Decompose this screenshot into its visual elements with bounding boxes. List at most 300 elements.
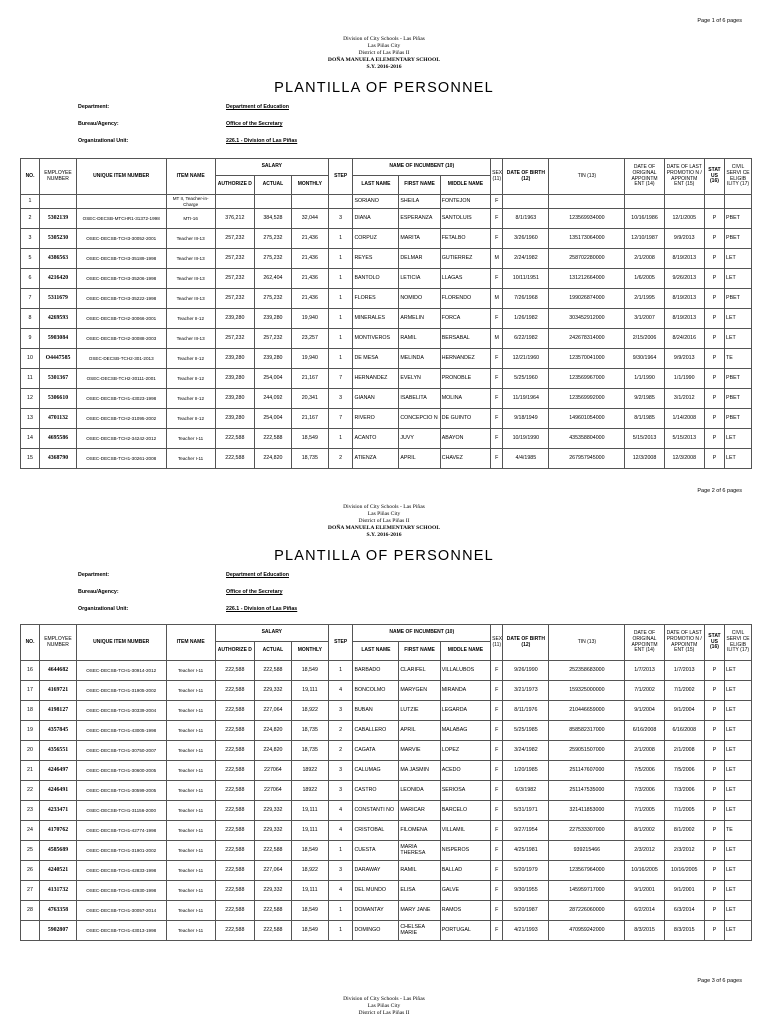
cell-date-of-birth: 11/19/1964	[503, 389, 549, 409]
cell-unique-item-number: OSEC-DECSB-TCH2-34242-2012	[76, 429, 166, 449]
cell-original-appointment-date: 1/7/2013	[625, 661, 664, 681]
cell-date-of-birth: 5/20/1979	[503, 861, 549, 881]
cell-eligibility: LET	[725, 761, 752, 781]
table-row	[21, 881, 752, 901]
bureau-label: Bureau/Agency:	[78, 589, 119, 595]
cell-status: P	[704, 681, 724, 701]
cell-date-of-birth: 5/20/1987	[503, 901, 549, 921]
cell-actual-salary: 227,064	[254, 861, 291, 881]
cell-authorized-salary: 239,280	[215, 349, 254, 369]
cell-step	[328, 195, 353, 209]
cell-middle-name: FLORENDO	[440, 289, 490, 309]
cell-unique-item-number: OSEC-DECSB-TCH1-30750-2007	[76, 741, 166, 761]
cell-middle-name: CHAVEZ	[440, 449, 490, 469]
cell-eligibility: TE	[725, 349, 752, 369]
cell-first-name: APRIL	[399, 449, 440, 469]
cell-row-number: 11	[21, 369, 40, 389]
cell-first-name: ISABELITA	[399, 389, 440, 409]
cell-last-promotion-date: 2/1/2008	[664, 741, 704, 761]
cell-date-of-birth: 3/21/1973	[503, 681, 549, 701]
table-row	[21, 289, 752, 309]
cell-last-name: CONSTANTI NO	[353, 801, 399, 821]
cell-tin: 252358683000	[549, 661, 625, 681]
cell-first-name: MARYGEN	[399, 681, 440, 701]
cell-step: 1	[328, 901, 353, 921]
cell-status: P	[704, 701, 724, 721]
cell-monthly-salary: 21,436	[291, 269, 328, 289]
cell-first-name: CHELSEA MARIE	[399, 921, 440, 941]
col-employee-number: EMPLOYEE NUMBER	[40, 159, 77, 195]
cell-sex: F	[491, 701, 503, 721]
cell-employee-number: 5301367	[40, 369, 77, 389]
cell-original-appointment-date: 7/5/2006	[625, 761, 664, 781]
cell-first-name: FILOMENA	[399, 821, 440, 841]
cell-row-number: 16	[21, 661, 40, 681]
cell-middle-name: LOPEZ	[440, 741, 490, 761]
cell-authorized-salary: 257,232	[215, 329, 254, 349]
cell-step: 3	[328, 781, 353, 801]
table-row	[21, 861, 752, 881]
cell-middle-name: FETALBO	[440, 229, 490, 249]
cell-date-of-birth: 9/30/1955	[503, 881, 549, 901]
cell-item-name: Teacher III-13	[166, 289, 215, 309]
cell-middle-name: DE GUINTO	[440, 409, 490, 429]
col-tin: TIN (13)	[549, 159, 625, 195]
cell-monthly-salary: 18,549	[291, 429, 328, 449]
cell-first-name: DELMAR	[399, 249, 440, 269]
cell-first-name: EVELYN	[399, 369, 440, 389]
cell-actual-salary: 229,332	[254, 681, 291, 701]
cell-item-name: Teacher I-11	[166, 721, 215, 741]
table-row	[21, 701, 752, 721]
cell-item-name: Teacher II-12	[166, 409, 215, 429]
header-district: District of Las Piñas II	[358, 50, 410, 56]
cell-sex: F	[491, 761, 503, 781]
cell-middle-name: GALVE	[440, 881, 490, 901]
cell-monthly-salary: 19,111	[291, 681, 328, 701]
cell-authorized-salary: 239,280	[215, 369, 254, 389]
cell-row-number: 6	[21, 269, 40, 289]
cell-status: P	[704, 209, 724, 229]
cell-date-of-birth: 7/26/1968	[503, 289, 549, 309]
cell-first-name: MARIA THERESA	[399, 841, 440, 861]
page-number: Page 3 of 6 pages	[697, 978, 742, 984]
cell-authorized-salary: 222,588	[215, 901, 254, 921]
cell-first-name: SHEILA	[399, 195, 440, 209]
cell-employee-number: 4131732	[40, 881, 77, 901]
col-salary: SALARY	[215, 159, 328, 176]
cell-item-name: Teacher I-11	[166, 761, 215, 781]
cell-last-promotion-date: 8/3/2015	[664, 921, 704, 941]
cell-row-number: 5	[21, 249, 40, 269]
cell-actual-salary: 222,588	[254, 429, 291, 449]
cell-last-name: DIANA	[353, 209, 399, 229]
cell-row-number: 15	[21, 449, 40, 469]
cell-first-name: RAMIL	[399, 329, 440, 349]
cell-last-name: FLORES	[353, 289, 399, 309]
cell-item-name: Teacher I-11	[166, 449, 215, 469]
header-district: District of Las Piñas II	[358, 518, 410, 524]
cell-date-of-birth: 1/26/1982	[503, 309, 549, 329]
table-row	[21, 681, 752, 701]
cell-last-promotion-date	[664, 195, 704, 209]
cell-tin: 470959242000	[549, 921, 625, 941]
page-number: Page 1 of 6 pages	[697, 18, 742, 24]
cell-tin: 251147607000	[549, 761, 625, 781]
page-number: Page 2 of 6 pages	[697, 488, 742, 494]
cell-tin: 259051507000	[549, 741, 625, 761]
cell-monthly-salary: 23,257	[291, 329, 328, 349]
cell-employee-number: 4198127	[40, 701, 77, 721]
cell-middle-name: LEGARDA	[440, 701, 490, 721]
cell-first-name: NOMIDO	[399, 289, 440, 309]
cell-row-number: 17	[21, 681, 40, 701]
cell-first-name: MELINDA	[399, 349, 440, 369]
cell-authorized-salary: 222,588	[215, 449, 254, 469]
cell-last-promotion-date: 8/19/2013	[664, 249, 704, 269]
cell-middle-name: LLAGAS	[440, 269, 490, 289]
table-row	[21, 429, 752, 449]
cell-eligibility: LET	[725, 429, 752, 449]
cell-step: 4	[328, 881, 353, 901]
table-row	[21, 821, 752, 841]
cell-row-number: 24	[21, 821, 40, 841]
cell-original-appointment-date: 2/1/1995	[625, 289, 664, 309]
cell-employee-number: 4170762	[40, 821, 77, 841]
cell-unique-item-number	[76, 195, 166, 209]
cell-tin: 159325000000	[549, 681, 625, 701]
cell-actual-salary: 239,280	[254, 309, 291, 329]
col-salary: SALARY	[215, 625, 328, 642]
cell-status: P	[704, 841, 724, 861]
cell-status: P	[704, 821, 724, 841]
cell-tin: 135173064000	[549, 229, 625, 249]
cell-eligibility: LET	[725, 801, 752, 821]
cell-last-name: CRISTOBAL	[353, 821, 399, 841]
cell-sex: F	[491, 229, 503, 249]
cell-tin: 131212664000	[549, 269, 625, 289]
cell-first-name: MARY JANE	[399, 901, 440, 921]
cell-last-name: DE MESA	[353, 349, 399, 369]
cell-status: P	[704, 661, 724, 681]
cell-middle-name: MALABAG	[440, 721, 490, 741]
cell-sex: F	[491, 681, 503, 701]
cell-employee-number: 4763358	[40, 901, 77, 921]
department-value: Department of Education	[226, 104, 289, 110]
cell-first-name: JUVY	[399, 429, 440, 449]
cell-sex: F	[491, 269, 503, 289]
cell-employee-number	[40, 195, 77, 209]
cell-actual-salary: 257,232	[254, 329, 291, 349]
cell-original-appointment-date: 1/1/1990	[625, 369, 664, 389]
cell-unique-item-number: OSEC-DECSB-TCH2-301-2013	[76, 349, 166, 369]
cell-monthly-salary: 21,436	[291, 249, 328, 269]
cell-eligibility: LET	[725, 661, 752, 681]
cell-first-name: LETICIA	[399, 269, 440, 289]
cell-last-name: CASTRO	[353, 781, 399, 801]
cell-middle-name: MOLINA	[440, 389, 490, 409]
cell-actual-salary: 275,232	[254, 249, 291, 269]
cell-last-name: DARAWAY	[353, 861, 399, 881]
cell-middle-name: SERIOSA	[440, 781, 490, 801]
cell-sex: F	[491, 195, 503, 209]
cell-monthly-salary	[291, 195, 328, 209]
cell-step: 2	[328, 741, 353, 761]
cell-status: P	[704, 721, 724, 741]
cell-status: P	[704, 429, 724, 449]
cell-date-of-birth	[503, 195, 549, 209]
table-row	[21, 449, 752, 469]
cell-authorized-salary: 222,588	[215, 429, 254, 449]
col-item-name: ITEM NAME	[166, 159, 215, 195]
cell-last-name: ATIENZA	[353, 449, 399, 469]
cell-date-of-birth: 4/4/1985	[503, 449, 549, 469]
cell-unique-item-number: OSEC-DECSB-TCH1-30339-2004	[76, 701, 166, 721]
cell-status: P	[704, 369, 724, 389]
cell-item-name: Teacher III-13	[166, 229, 215, 249]
cell-item-name: Teacher I-11	[166, 841, 215, 861]
cell-monthly-salary: 21,167	[291, 369, 328, 389]
cell-last-name: ACANTO	[353, 429, 399, 449]
cell-middle-name: RAMOS	[440, 901, 490, 921]
table-row	[21, 721, 752, 741]
cell-tin: 210446659000	[549, 701, 625, 721]
cell-item-name: Teacher I-11	[166, 741, 215, 761]
cell-tin: 123570041000	[549, 349, 625, 369]
cell-unique-item-number: OSEC-DECSB-TCH1-31905-2002	[76, 681, 166, 701]
header-school: DOÑA MANUELA ELEMENTARY SCHOOL	[327, 525, 441, 531]
cell-last-promotion-date: 7/5/2006	[664, 761, 704, 781]
cell-monthly-salary: 19,111	[291, 801, 328, 821]
plantilla-table	[20, 158, 752, 469]
cell-actual-salary	[254, 195, 291, 209]
cell-eligibility: LET	[725, 701, 752, 721]
cell-actual-salary: 239,280	[254, 349, 291, 369]
col-item-name: ITEM NAME	[166, 625, 215, 661]
cell-last-name: REYES	[353, 249, 399, 269]
cell-middle-name: PRONOBLE	[440, 369, 490, 389]
cell-last-promotion-date: 1/14/2008	[664, 409, 704, 429]
cell-original-appointment-date: 8/1/1985	[625, 409, 664, 429]
org-unit-label: Organizational Unit:	[78, 606, 129, 612]
cell-authorized-salary	[215, 195, 254, 209]
header-district: District of Las Piñas II	[358, 1010, 410, 1016]
cell-tin: 267957945000	[549, 449, 625, 469]
cell-item-name: Teacher I-11	[166, 821, 215, 841]
col-status: STAT US (16)	[704, 625, 724, 661]
cell-last-name: CAGATA	[353, 741, 399, 761]
cell-original-appointment-date: 6/2/2014	[625, 901, 664, 921]
cell-unique-item-number: OSEC-DECSB-TCH2-30111-2001	[76, 369, 166, 389]
cell-tin	[549, 195, 625, 209]
cell-last-promotion-date: 12/3/2008	[664, 449, 704, 469]
cell-employee-number: 5311679	[40, 289, 77, 309]
cell-unique-item-number: OSEC-DECSB-TCH1-42833-1998	[76, 861, 166, 881]
cell-sex: F	[491, 209, 503, 229]
cell-row-number: 12	[21, 389, 40, 409]
cell-sex: M	[491, 329, 503, 349]
page-1	[0, 0, 768, 470]
cell-date-of-birth: 8/11/1976	[503, 701, 549, 721]
cell-last-promotion-date: 9/9/2013	[664, 229, 704, 249]
cell-middle-name: VILLAMIL	[440, 821, 490, 841]
cell-authorized-salary: 257,232	[215, 289, 254, 309]
bureau-value: Office of the Secretary	[226, 589, 283, 595]
cell-row-number: 23	[21, 801, 40, 821]
cell-last-name: CALUMAG	[353, 761, 399, 781]
cell-last-name: BANTOLO	[353, 269, 399, 289]
plantilla-table	[20, 624, 752, 941]
table-row	[21, 901, 752, 921]
cell-original-appointment-date: 10/16/2005	[625, 861, 664, 881]
cell-row-number: 14	[21, 429, 40, 449]
cell-step: 3	[328, 209, 353, 229]
bureau-label: Bureau/Agency:	[78, 121, 119, 127]
cell-original-appointment-date: 9/30/1964	[625, 349, 664, 369]
cell-authorized-salary: 222,588	[215, 861, 254, 881]
cell-date-of-birth: 9/18/1949	[503, 409, 549, 429]
cell-tin: 287226060000	[549, 901, 625, 921]
cell-last-name: DOMINGO	[353, 921, 399, 941]
cell-middle-name: VILLALUBOS	[440, 661, 490, 681]
cell-item-name: Teacher II-12	[166, 389, 215, 409]
cell-tin: 258702280000	[549, 249, 625, 269]
cell-eligibility: LET	[725, 741, 752, 761]
cell-sex: F	[491, 309, 503, 329]
cell-actual-salary: 229,332	[254, 801, 291, 821]
cell-status: P	[704, 921, 724, 941]
org-unit-value: 226.1 - Division of Las Piñas	[226, 138, 298, 144]
cell-last-name: DOMANTAY	[353, 901, 399, 921]
cell-last-promotion-date: 3/1/2012	[664, 389, 704, 409]
cell-unique-item-number: OSEC-DECSB-TCH2-30088-2003	[76, 329, 166, 349]
cell-eligibility: LET	[725, 861, 752, 881]
col-dob: DATE OF BIRTH (12)	[503, 159, 549, 195]
cell-monthly-salary: 32,044	[291, 209, 328, 229]
cell-unique-item-number: OSEC-DECSB-TCH1-30600-2005	[76, 761, 166, 781]
cell-monthly-salary: 20,341	[291, 389, 328, 409]
header-division: Division of City Schools - Las Piñas	[343, 36, 425, 42]
cell-item-name: Teacher I-11	[166, 921, 215, 941]
cell-item-name: Teacher I-11	[166, 661, 215, 681]
col-sex: SEX (11)	[491, 625, 503, 661]
cell-last-name: SORIANO	[353, 195, 399, 209]
cell-step: 1	[328, 841, 353, 861]
cell-employee-number: 4246497	[40, 761, 77, 781]
cell-authorized-salary: 222,588	[215, 821, 254, 841]
cell-employee-number: 4585689	[40, 841, 77, 861]
col-actual: ACTUAL	[254, 642, 291, 661]
department-label: Department:	[78, 572, 110, 578]
cell-sex: F	[491, 821, 503, 841]
cell-original-appointment-date: 7/1/2005	[625, 801, 664, 821]
cell-last-name: BONCOLMO	[353, 681, 399, 701]
cell-item-name: Teacher I-11	[166, 681, 215, 701]
cell-monthly-salary: 21,436	[291, 289, 328, 309]
cell-tin: 199026874000	[549, 289, 625, 309]
cell-row-number: 25	[21, 841, 40, 861]
cell-actual-salary: 229,332	[254, 821, 291, 841]
cell-item-name: Teacher I-11	[166, 781, 215, 801]
cell-authorized-salary: 239,280	[215, 309, 254, 329]
cell-monthly-salary: 18,735	[291, 449, 328, 469]
cell-eligibility: PBET	[725, 289, 752, 309]
cell-status: P	[704, 741, 724, 761]
cell-authorized-salary: 257,232	[215, 229, 254, 249]
page-2	[0, 470, 768, 960]
col-middle-name: MIDDLE NAME	[440, 176, 490, 195]
cell-employee-number: 4695586	[40, 429, 77, 449]
cell-unique-item-number: OSEC-DECSB-TCH2-30066-2001	[76, 309, 166, 329]
cell-step: 7	[328, 409, 353, 429]
cell-tin: 227533307000	[549, 821, 625, 841]
col-authorized: AUTHORIZE D	[215, 176, 254, 195]
col-unique-item: UNIQUE ITEM NUMBER	[76, 625, 166, 661]
col-first-name: FIRST NAME	[399, 176, 440, 195]
department-label: Department:	[78, 104, 110, 110]
cell-employee-number: 4701132	[40, 409, 77, 429]
cell-status: P	[704, 329, 724, 349]
cell-last-promotion-date: 10/16/2005	[664, 861, 704, 881]
cell-row-number: 9	[21, 329, 40, 349]
cell-eligibility: TE	[725, 821, 752, 841]
cell-last-promotion-date: 7/1/2005	[664, 801, 704, 821]
cell-tin: 251147535000	[549, 781, 625, 801]
cell-row-number: 18	[21, 701, 40, 721]
cell-status: P	[704, 269, 724, 289]
cell-item-name: Teacher III-13	[166, 329, 215, 349]
header-school: DOÑA MANUELA ELEMENTARY SCHOOL	[327, 57, 441, 63]
cell-original-appointment-date	[625, 195, 664, 209]
document-header	[0, 36, 768, 71]
cell-sex: M	[491, 289, 503, 309]
col-last-promotion: DATE OF LAST PROMOTIO N / APPOINTM ENT (15)	[664, 159, 704, 195]
cell-employee-number: 4269593	[40, 309, 77, 329]
cell-actual-salary: 254,004	[254, 409, 291, 429]
cell-middle-name: GUTIERREZ	[440, 249, 490, 269]
table-row	[21, 249, 752, 269]
cell-original-appointment-date: 10/16/1986	[625, 209, 664, 229]
cell-step: 1	[328, 309, 353, 329]
cell-tin: 123569967000	[549, 369, 625, 389]
cell-original-appointment-date: 2/3/2012	[625, 841, 664, 861]
cell-unique-item-number: OSEC-DECSB-TCH1-30914-2012	[76, 661, 166, 681]
cell-employee-number: 5302139	[40, 209, 77, 229]
department-value: Department of Education	[226, 572, 289, 578]
cell-sex: F	[491, 781, 503, 801]
cell-sex: F	[491, 921, 503, 941]
cell-item-name: Teacher III-13	[166, 249, 215, 269]
cell-step: 1	[328, 269, 353, 289]
cell-date-of-birth: 5/25/1960	[503, 369, 549, 389]
cell-last-promotion-date: 9/1/2001	[664, 881, 704, 901]
cell-original-appointment-date: 9/2/1985	[625, 389, 664, 409]
header-division: Division of City Schools - Las Piñas	[343, 504, 425, 510]
cell-tin: 123567964000	[549, 861, 625, 881]
cell-sex: F	[491, 721, 503, 741]
cell-unique-item-number: OSEC-DECSB-TCH1-42930-1998	[76, 881, 166, 901]
cell-tin: 149601054000	[549, 409, 625, 429]
cell-step: 2	[328, 449, 353, 469]
cell-first-name: MARICAR	[399, 801, 440, 821]
cell-status: P	[704, 801, 724, 821]
cell-first-name: MARITA	[399, 229, 440, 249]
cell-authorized-salary: 222,588	[215, 721, 254, 741]
cell-step: 4	[328, 801, 353, 821]
cell-employee-number: 4356551	[40, 741, 77, 761]
cell-last-name: MINERALES	[353, 309, 399, 329]
cell-eligibility: LET	[725, 901, 752, 921]
